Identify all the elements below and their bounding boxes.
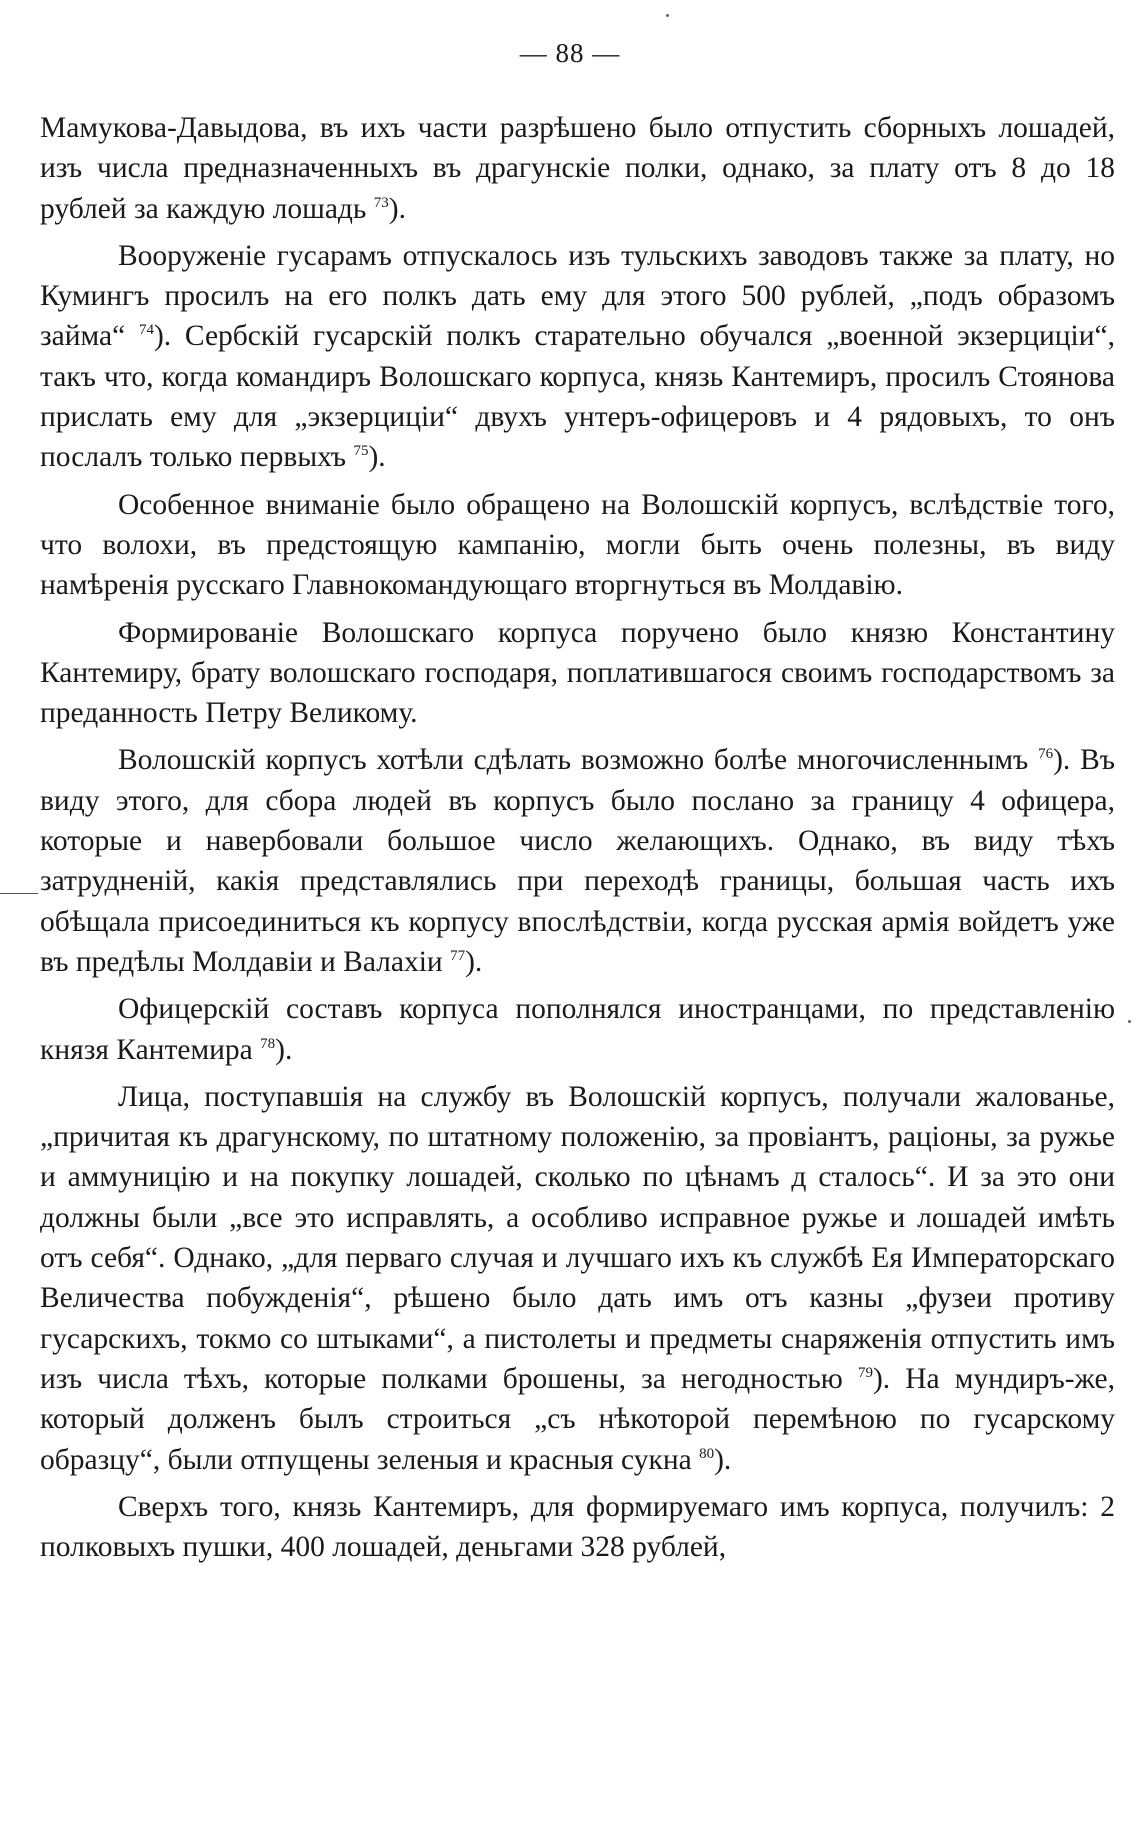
scan-speck [666, 14, 669, 17]
footnote-ref: 74 [138, 322, 154, 339]
paragraph-7 [40, 1077, 1115, 1480]
paragraph-1 [40, 108, 1115, 229]
paragraph-text: ). На мундиръ-же, который долженъ былъ строиться „съ нѣкоторой перемѣною по гусарскому образцу“, были отпущены зеленыя и красныя сукна [40, 1362, 1116, 1476]
paragraph-text: Волошскій корпусъ хотѣли сдѣлать возможно болѣе многочисленнымъ [118, 744, 1029, 777]
footnote-ref: 76 [1038, 746, 1054, 763]
footnote-ref: 80 [699, 1445, 715, 1462]
paragraph-text: ). [714, 1443, 732, 1476]
paragraph-text: ). [368, 441, 386, 474]
paragraph-text: Особенное вниманіе было обращено на Волошскій корпусъ, вслѣдствіе того, что волохи, въ предстоящую кампанію, могли быть очень полезны, въ виду намѣренія русскаго Главнокомандующаго вторгнуться въ Молдавію. [40, 488, 1115, 602]
margin-mark [0, 893, 38, 894]
paragraph-4 [40, 613, 1115, 734]
footnote-ref: 75 [353, 443, 369, 460]
footnote-ref: 73 [373, 194, 389, 211]
paragraph-text: Формированіе Волошскаго корпуса поручено было князю Константину Кантемиру, брату волошскаго господаря, поплатившагося своимъ господарствомъ за преданность Петру Великому. [40, 616, 1115, 730]
paragraph-text: Лица, поступавшія на службу въ Волошскій корпусъ, получали жалованье, „причитая къ драгунскому, по штатному положенію, за провіантъ, раціоны, за ружье и аммуницію и на покупку лошадей, сколько по цѣнамъ д сталось“. И за это они должны были „все это исправлять, а особливо исправное ружье и лошадей имѣть отъ себя“. Однако, „для перваго случая и лучшаго ихъ къ службѣ Ея Императорскаго Величества побужденія“, рѣшено было дать имъ отъ казны „фузеи противу гусарскихъ, токмо со штыками“, а пистолеты и предметы снаряженія отпустить имъ изъ числа тѣхъ, которые полками брошены, за негодностью [40, 1080, 1115, 1395]
paragraph-text: ). Сербскій гусарскій полкъ старательно обучался „военной экзерциціи“, такъ что, когда командиръ Волошскаго корпуса, князь Кантемиръ, просилъ Стоянова прислать ему для „экзерциціи“ двухъ унтеръ-офицеровъ и 4 рядовыхъ, то онъ послалъ только первыхъ [40, 320, 1116, 474]
paragraph-text: Мамукова-Давыдова, въ ихъ части разрѣшено было отпустить сборныхъ лошадей, изъ числа предназначенныхъ въ драгунскіе полки, однако, за плату отъ 8 до 18 рублей за каждую лошадь [40, 112, 1115, 225]
paragraph-text: Офицерскій составъ корпуса пополнялся иностранцами, по представленію князя Кантемира [40, 993, 1115, 1066]
paragraph-text: ). Въ виду этого, для сбора людей въ корпусъ было послано за границу 4 офицера, которые и навербовали большое число желающихъ. Однако, въ виду тѣхъ затрудненій, какія представлялись при переходѣ границы, большая часть ихъ обѣщала присоединиться къ корпусу впослѣдствіи, когда русская армія войдетъ уже въ предѣлы Молдавіи и Валахіи [40, 744, 1116, 978]
scan-speck [1128, 1020, 1131, 1023]
paragraph-text: Сверхъ того, князь Кантемиръ, для формируемаго имъ корпуса, получилъ: 2 полковыхъ пушки, 400 лошадей, деньгами 328 рублей, [40, 1490, 1115, 1564]
paragraph-8 [40, 1487, 1115, 1568]
paragraph-5 [40, 740, 1115, 982]
footnote-ref: 78 [260, 1035, 276, 1052]
paragraph-3 [40, 485, 1115, 606]
footnote-ref: 79 [857, 1365, 873, 1382]
paragraph-text: ). [388, 192, 406, 225]
paragraph-text: ). [275, 1033, 293, 1066]
page-number: — 88 — [519, 38, 621, 68]
paragraph-6 [40, 989, 1115, 1070]
paragraph-text: ). [465, 945, 483, 978]
paragraph-2 [40, 236, 1115, 478]
paragraph-text: Вооруженіе гусарамъ отпускалось изъ тульскихъ заводовъ также за плату, но Кумингъ просилъ на его полкъ дать ему для этого 500 рублей, „подъ образомъ займа“ [40, 239, 1115, 353]
body-text [40, 108, 1115, 1574]
footnote-ref: 77 [450, 948, 466, 965]
